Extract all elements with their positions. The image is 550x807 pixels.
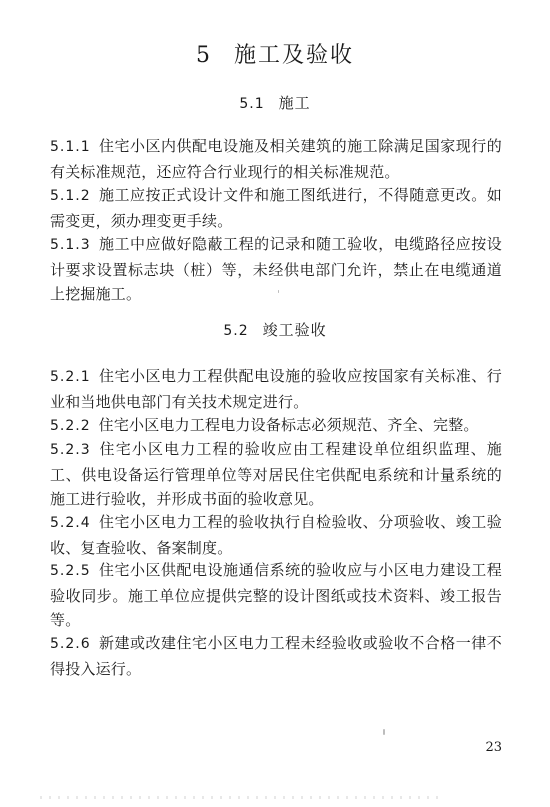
clause-number: 5.2.2 [50,418,91,434]
clause-5-1-1 [50,134,502,184]
clause-text: 新建或改建住宅小区电力工程未经验收或验收不合格一律不得投入运行。 [50,634,502,678]
clause-5-2-6 [50,631,502,681]
clause-number: 5.1.1 [50,139,91,155]
clause-number: 5.2.3 [50,442,91,458]
clause-text: 住宅小区电力工程的验收执行自检验收、分项验收、竣工验收、复查验收、备案制度。 [50,513,502,557]
clause-5-2-5 [50,558,502,633]
clause-5-2-3 [50,437,502,512]
clause-5-2-4 [50,510,502,560]
scan-speck [383,729,385,735]
clause-5-1-2 [50,183,502,233]
page-number: 23 [485,740,502,755]
section-number: 5.2 [223,323,249,339]
clause-text: 住宅小区供配电设施通信系统的验收应与小区电力建设工程验收同步。施工单位应提供完整的设计图纸或技术资料、竣工报告等。 [50,561,502,629]
clause-number: 5.2.4 [50,515,91,531]
clause-5-2-1 [50,364,502,414]
section-title-text: 竣工验收 [262,321,327,339]
section-title-5-1 [0,92,550,113]
clause-text: 住宅小区电力工程供配电设施的验收应按国家有关标准、行业和当地供电部门有关技术规定进行。 [50,367,502,411]
clause-number: 5.2.6 [50,636,91,652]
chapter-title-text: 施工及验收 [233,43,354,68]
clause-text: 施工应按正式设计文件和施工图纸进行，不得随意更改。如需变更，须办理变更手续。 [50,186,502,230]
section-number: 5.1 [239,96,265,112]
clause-text: 施工中应做好隐蔽工程的记录和随工验收，电缆路径应按设计要求设置标志块（桩）等，未经供电部门允许，禁止在电缆通道上挖掘施工。 [50,235,502,303]
scan-speck [278,290,279,293]
clause-5-2-2 [50,413,502,439]
clause-text: 住宅小区电力工程电力设备标志必须规范、齐全、完整。 [98,416,479,434]
clause-number: 5.2.5 [50,563,91,579]
clause-number: 5.1.3 [50,237,91,253]
clause-number: 5.1.2 [50,188,91,204]
clause-5-1-3 [50,232,502,307]
clause-text: 住宅小区电力工程的验收应由工程建设单位组织监理、施工、供电设备运行管理单位等对居民住宅供配电系统和计量系统的施工进行验收，并形成书面的验收意见。 [50,440,502,508]
section-title-5-2 [0,319,550,340]
clause-text: 住宅小区内供配电设施及相关建筑的施工除满足国家现行的有关标准规范，还应符合行业现行的相关标准规范。 [50,137,502,181]
chapter-number: 5 [195,43,212,68]
clause-number: 5.2.1 [50,369,91,385]
scan-noise [40,796,440,799]
chapter-title [0,38,550,69]
section-title-text: 施工 [278,94,311,112]
